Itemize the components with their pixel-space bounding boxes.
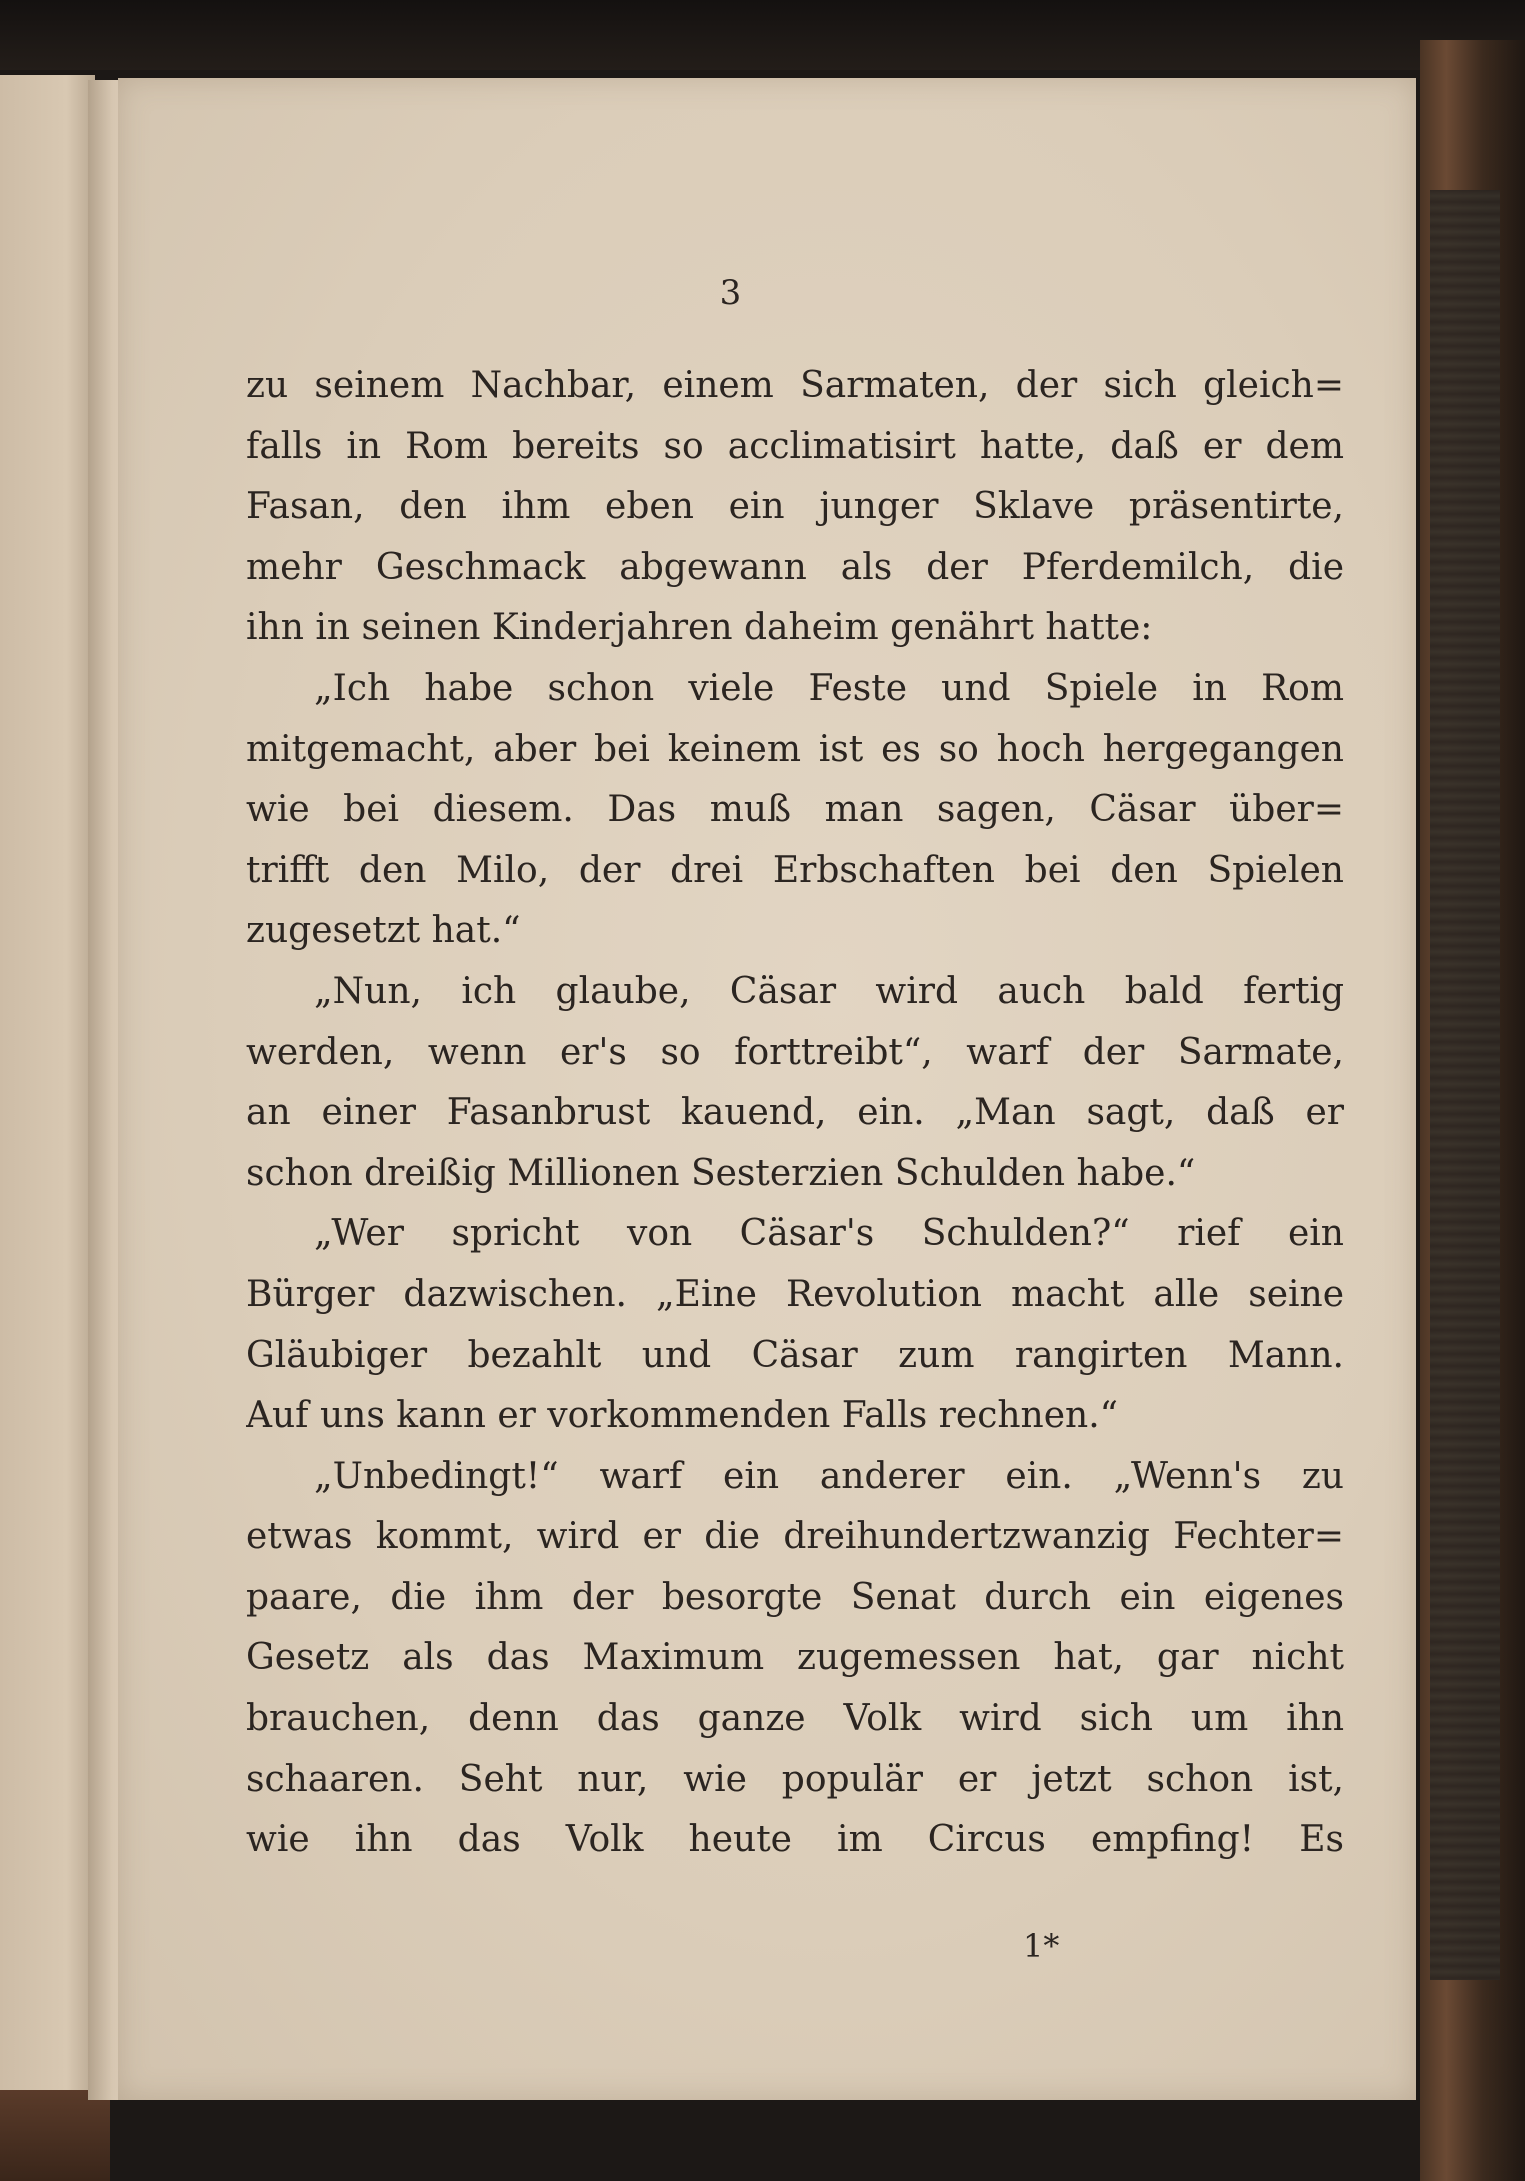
book-page bbox=[118, 78, 1416, 2100]
text-line: falls in Rom bereits so acclimatisirt hatte, daß er dem bbox=[246, 425, 1344, 467]
book-cover-edge bbox=[1430, 190, 1500, 1980]
text-line: zugesetzt hat.“ bbox=[246, 910, 521, 952]
text-line: „Unbedingt!“ warf ein anderer ein. „Wenn's zu bbox=[314, 1455, 1344, 1497]
text-line: schaaren. Seht nur, wie populär er jetzt schon ist, bbox=[246, 1758, 1344, 1800]
text-line: Bürger dazwischen. „Eine Revolution macht alle seine bbox=[246, 1273, 1344, 1315]
signature-mark: 1* bbox=[1023, 1927, 1060, 1965]
text-line: ihn in seinen Kinderjahren daheim genährt hatte: bbox=[246, 607, 1153, 649]
book-cover-bottom-left bbox=[0, 2090, 110, 2181]
text-line: Fasan, den ihm eben ein junger Sklave präsentirte, bbox=[246, 486, 1344, 528]
text-line: an einer Fasanbrust kauend, ein. „Man sagt, daß er bbox=[246, 1092, 1344, 1134]
text-line: Gesetz als das Maximum zugemessen hat, gar nicht bbox=[246, 1637, 1344, 1679]
text-line: brauchen, denn das ganze Volk wird sich um ihn bbox=[246, 1698, 1344, 1740]
text-line: werden, wenn er's so forttreibt“, warf der Sarmate, bbox=[246, 1031, 1344, 1073]
text-line: wie ihn das Volk heute im Circus empfing! Es bbox=[246, 1819, 1344, 1861]
text-line: mitgemacht, aber bei keinem ist es so hoch hergegangen bbox=[246, 728, 1344, 770]
text-line: mehr Geschmack abgewann als der Pferdemilch, die bbox=[246, 546, 1344, 588]
body-text bbox=[246, 356, 1344, 1871]
text-line: wie bei diesem. Das muß man sagen, Cäsar über= bbox=[246, 789, 1344, 831]
page-number: 3 bbox=[719, 273, 742, 313]
text-line: paare, die ihm der besorgte Senat durch ein eigenes bbox=[246, 1576, 1344, 1618]
facing-page-edge bbox=[0, 75, 95, 2095]
text-line: etwas kommt, wird er die dreihundertzwanzig Fechter= bbox=[246, 1516, 1344, 1558]
book-cover-top bbox=[0, 0, 1525, 70]
text-line: schon dreißig Millionen Sesterzien Schulden habe.“ bbox=[246, 1152, 1196, 1194]
text-line: „Wer spricht von Cäsar's Schulden?“ rief ein bbox=[314, 1213, 1344, 1255]
text-line: Auf uns kann er vorkommenden Falls rechnen.“ bbox=[246, 1395, 1119, 1437]
text-line: „Ich habe schon viele Feste und Spiele in Rom bbox=[314, 667, 1344, 709]
text-line: Gläubiger bezahlt und Cäsar zum rangirten Mann. bbox=[246, 1334, 1344, 1376]
text-line: zu seinem Nachbar, einem Sarmaten, der sich gleich= bbox=[246, 365, 1344, 406]
text-line: „Nun, ich glaube, Cäsar wird auch bald fertig bbox=[314, 970, 1344, 1012]
text-line: trifft den Milo, der drei Erbschaften bei den Spielen bbox=[246, 849, 1344, 891]
